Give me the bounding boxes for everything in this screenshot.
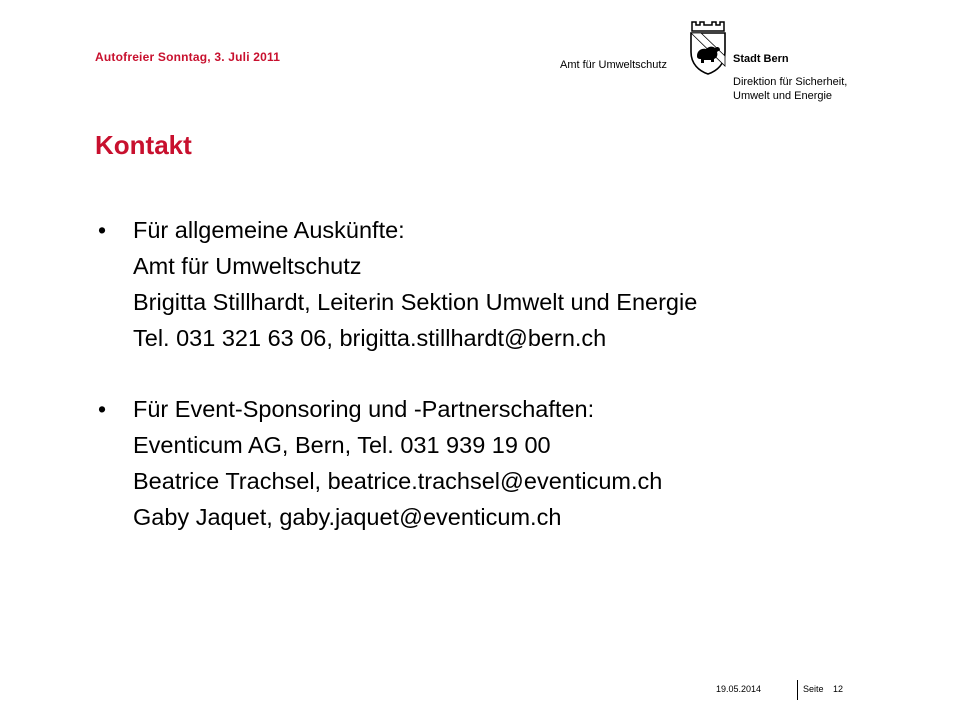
footer-date: 19.05.2014 [716, 684, 762, 694]
contact-line: Beatrice Trachsel, beatrice.trachsel@eventicum.ch [133, 468, 663, 494]
contact-line: Brigitta Stillhardt, Leiterin Sektion Umwelt und Energie [133, 289, 698, 315]
contact-line: Eventicum AG, Bern, Tel. 031 939 19 00 [133, 432, 551, 458]
directorate-line-1: Direktion für Sicherheit, [733, 76, 848, 88]
city-label: Stadt Bern [733, 53, 789, 65]
header-event-title: Autofreier Sonntag, 3. Juli 2011 [95, 50, 281, 64]
contact-line: Tel. 031 321 63 06, brigitta.stillhardt@bern.ch [133, 325, 607, 351]
directorate-label [733, 75, 847, 103]
bullet-dot-icon: • [98, 396, 107, 422]
contact-item-general [95, 212, 915, 356]
contact-list [95, 212, 915, 570]
directorate-line-2: Umwelt und Energie [733, 90, 833, 102]
contact-line: Gaby Jaquet, gaby.jaquet@eventicum.ch [133, 504, 562, 530]
footer-page-number: 12 [833, 684, 844, 694]
footer-page-label: Seite [803, 684, 824, 694]
contact-item-sponsoring [95, 391, 915, 535]
footer-separator [797, 680, 798, 700]
page-title: Kontakt [95, 130, 192, 160]
bullet-dot-icon: • [98, 217, 107, 243]
contact-line: Für allgemeine Auskünfte: [133, 217, 405, 243]
bern-coat-of-arms-icon [688, 20, 728, 76]
department-label: Amt für Umweltschutz [560, 59, 667, 71]
contact-line: Amt für Umweltschutz [133, 253, 362, 279]
contact-line: Für Event-Sponsoring und -Partnerschaften: [133, 396, 595, 422]
